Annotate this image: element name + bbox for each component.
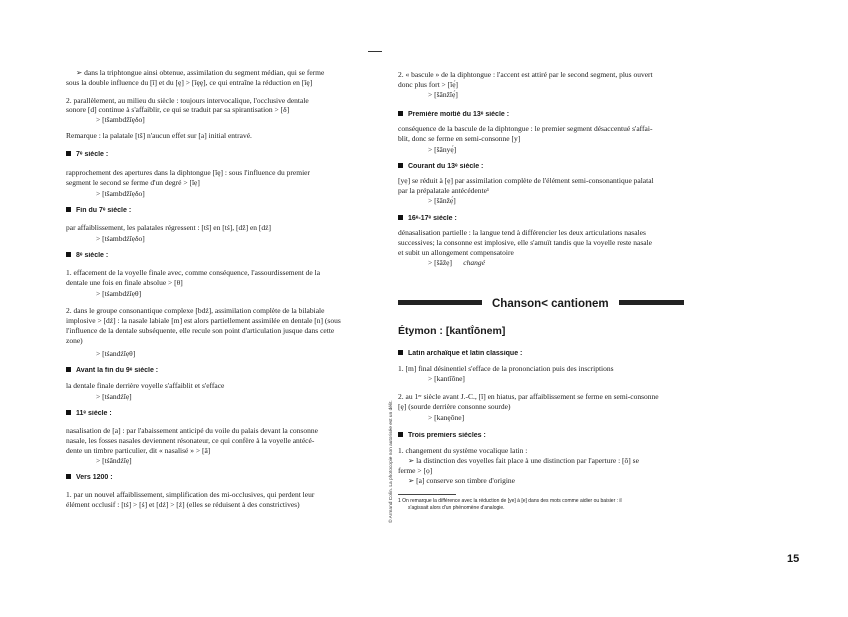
result-form: > [šãnyẹ́] bbox=[428, 145, 457, 154]
paragraph-line: ➢ [a] conserve son timbre d'origine bbox=[408, 476, 515, 485]
entry-title: Chanson< cantionem bbox=[492, 298, 609, 310]
footnote-rule bbox=[398, 494, 456, 495]
section-heading: Avant la fin du 9ᵉ siècle : bbox=[66, 367, 348, 374]
square-bullet-icon bbox=[66, 410, 71, 415]
square-bullet-icon bbox=[66, 474, 71, 479]
right-column bbox=[398, 0, 684, 617]
section-heading: 16ᵉ-17ᵉ siècle : bbox=[398, 215, 684, 222]
entry-title-bar bbox=[398, 294, 684, 310]
result-form: > [tśandźĭẹ] bbox=[96, 392, 132, 401]
paragraph-line: conséquence de la bascule de la diphtongue : le premier segment désaccentué s'affai- bbox=[398, 124, 653, 133]
result-form: > [tšambdžĭȩδo] bbox=[96, 115, 145, 124]
square-bullet-icon bbox=[66, 207, 71, 212]
paragraph-line: sonore [d] continue à s'affaiblir, ce qui se traduit par sa spirantisation > [δ] bbox=[66, 105, 290, 114]
paragraph-line: ➢ la distinction des voyelles fait place à une distinction par l'aperture : [ō] se bbox=[408, 456, 639, 465]
square-bullet-icon bbox=[66, 252, 71, 257]
paragraph-line: 2. « bascule » de la diphtongue : l'accent est attiré par le second segment, plus ouvert bbox=[398, 70, 653, 79]
section-heading: Courant du 13ᵉ siècle : bbox=[398, 163, 684, 170]
paragraph-line: 1. changement du système vocalique latin : bbox=[398, 446, 528, 455]
paragraph-line: dénasalisation partielle : la langue tend à différencier les deux articulations nasales bbox=[398, 228, 646, 237]
paragraph-line: segment le second se ferme d'un degré > [ĭẹ] bbox=[66, 178, 200, 187]
footnote-line: s'agissait alors d'un phénomène d'analogie. bbox=[408, 505, 505, 511]
copyright-notice: © Armand Colin. La photocopie non autorisée est un délit. bbox=[389, 400, 394, 523]
section-heading: Première moitié du 13ᵉ siècle : bbox=[398, 111, 684, 118]
result-form: > [tšambdžĭẹδo] bbox=[96, 189, 145, 198]
paragraph-line: et subit un allongement compensatoire bbox=[398, 248, 514, 257]
result-form: > [šãnžĭẹ́] bbox=[428, 90, 458, 99]
paragraph-line: nasale, les fosses nasales deviennent résonateur, ce qui confère à la voyelle antécé- bbox=[66, 436, 315, 445]
paragraph-line: la dentale finale derrière voyelle s'affaiblit et s'efface bbox=[66, 381, 225, 390]
section-heading: Fin du 7ᵉ siècle : bbox=[66, 207, 348, 214]
paragraph-line: sous la double influence du [ĭ] et du [ȩ] > [ĭȩȩ], ce qui entraîne la réduction en [ĭȩ] bbox=[66, 78, 313, 87]
section-heading: Vers 1200 : bbox=[66, 474, 348, 481]
result-form: > [tśãndźĭẹ] bbox=[96, 456, 132, 465]
paragraph-line: nasalisation de [a] : par l'abaissement anticipé du voile du palais devant la consonne bbox=[66, 426, 318, 435]
paragraph-line: ferme > [ọ] bbox=[398, 466, 433, 475]
square-bullet-icon bbox=[398, 215, 403, 220]
paragraph-line: donc plus fort > [ĭẹ́] bbox=[398, 80, 459, 89]
section-heading: 7ᵉ siècle : bbox=[66, 151, 348, 158]
paragraph: 2. dans le groupe consonantique complexe [bdź], assimilation complète de la bilabiale implosive > [dź] : la nasale labiale [m] est alors partiellement assimilée en dentale [n] (sous l'influence de la dentale subséquente, elle recule son point d'articulation jusque dans cette zone) bbox=[66, 306, 341, 345]
result-form: > [kantĭōne] bbox=[428, 374, 465, 383]
square-bullet-icon bbox=[66, 367, 71, 372]
paragraph-line: successives; la consonne est implosive, elle s'amuït tandis que la voyelle reste nasale bbox=[398, 238, 652, 247]
page-number: 15 bbox=[787, 553, 800, 565]
paragraph-line: 1. [m] final désinentiel s'efface de la prononciation puis des inscriptions bbox=[398, 364, 614, 373]
modern-word: changé bbox=[463, 258, 485, 267]
paragraph-line: par la prépalatale antécédente¹ bbox=[398, 186, 490, 195]
paragraph-line: [ȩ] (sourde derrière consonne sourde) bbox=[398, 402, 511, 411]
paragraph-line: blit, donc se ferme en semi-consonne [y] bbox=[398, 134, 521, 143]
title-rule-left bbox=[398, 300, 482, 305]
square-bullet-icon bbox=[398, 111, 403, 116]
title-rule-right bbox=[619, 300, 684, 305]
result-form: > [tśambdźĭẹδo] bbox=[96, 234, 145, 243]
etymon-heading: Étymon : [kantĭ́ōnem] bbox=[398, 325, 506, 337]
left-column bbox=[66, 0, 348, 617]
result-form: > [šãnžẹ́] bbox=[428, 196, 456, 205]
square-bullet-icon bbox=[398, 432, 403, 437]
square-bullet-icon bbox=[398, 163, 403, 168]
paragraph-line: dente un timbre particulier, dit « nasalisé » > [ã] bbox=[66, 446, 211, 455]
separator-dash bbox=[368, 51, 382, 52]
paragraph-line: 2. parallèlement, au milieu du siècle : toujours intervocalique, l'occlusive dentale bbox=[66, 96, 309, 105]
square-bullet-icon bbox=[66, 151, 71, 156]
section-heading: 11ᵉ siècle : bbox=[66, 410, 348, 417]
result-form: > [šãžẹ] changé bbox=[428, 258, 485, 267]
paragraph-line: dentale une fois en finale absolue > [θ] bbox=[66, 278, 183, 287]
paragraph-line: par affaiblissement, les palatales régressent : [tš] en [tś], [dž] en [dź] bbox=[66, 223, 271, 232]
result-form: > [tśambdźĭẹθ] bbox=[96, 289, 142, 298]
paragraph-line: ➢ dans la triphtongue ainsi obtenue, assimilation du segment médian, qui se ferme bbox=[76, 68, 325, 77]
section-heading: 8ᵉ siècle : bbox=[66, 252, 348, 259]
section-heading: Latin archaïque et latin classique : bbox=[398, 350, 684, 357]
square-bullet-icon bbox=[398, 350, 403, 355]
result-form: > [kanȩōne] bbox=[428, 413, 465, 422]
paragraph-line: rapprochement des apertures dans la diphtongue [ĭȩ] : sous l'influence du premier bbox=[66, 168, 310, 177]
paragraph-line: 1. par un nouvel affaiblissement, simplification des mi-occlusives, qui perdent leur bbox=[66, 490, 315, 499]
paragraph-line: 2. au 1ᵉʳ siècle avant J.-C., [ĭ] en hiatus, par affaiblissement se ferme en semi-consonne bbox=[398, 392, 659, 401]
paragraph-line: [yẹ] se réduit à [ẹ] par assimilation complète de l'élément semi-consonantique palatal bbox=[398, 176, 654, 185]
result-form: > [tśandźĭẹθ] bbox=[96, 349, 136, 358]
paragraph-line: 1. effacement de la voyelle finale avec, comme conséquence, l'assourdissement de la bbox=[66, 268, 321, 277]
paragraph-line: élément occlusif : [tś] > [ś] et [dź] > [ź] (elles se réduisent à des constrictives) bbox=[66, 500, 300, 509]
remark: Remarque : la palatale [tš] n'aucun effet sur [a] initial entravé. bbox=[66, 131, 252, 140]
section-heading: Trois premiers siècles : bbox=[398, 432, 684, 439]
footnote-line: 1 On remarque la différence avec la réduction de [ye] à [e] dans des mots comme aidier ou baisier : il bbox=[398, 498, 622, 504]
